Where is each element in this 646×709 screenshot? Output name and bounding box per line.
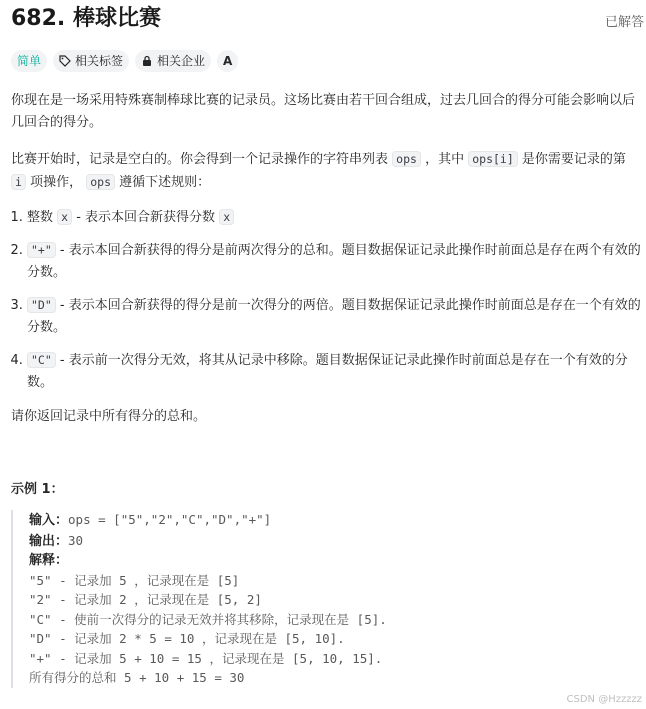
explanation-line: "+" - 记录加 5 + 10 = 15 ，记录现在是 [5, 10, 15]. (29, 650, 383, 666)
lock-icon (141, 55, 153, 67)
translate-button[interactable] (217, 50, 238, 72)
intro-paragraph: 你现在是一场采用特殊赛制棒球比赛的记录员。这场比赛由若干回合组成，过去几回合的得分可能会影响以后几回合的得分。 (11, 93, 636, 130)
rule-item: 3. "D" - 表示本回合新获得的得分是前一次得分的两倍。题目数据保证记录此操作时前面总是存在一个有效的分数。 (27, 294, 642, 339)
rules-list (11, 206, 642, 394)
return-statement: 请你返回记录中所有得分的总和。 (11, 409, 207, 424)
explanation-line: "D" - 记录加 2 * 5 = 10 ，记录现在是 [5, 10]. (29, 631, 345, 646)
inline-code: ops (392, 151, 421, 167)
watermark: CSDN @Hzzzzz (566, 694, 642, 705)
related-companies-label: 相关企业 (157, 54, 206, 68)
related-companies-button[interactable] (135, 50, 211, 72)
solved-status[interactable]: 已解答 (604, 15, 644, 30)
explanation-line: 所有得分的总和 5 + 10 + 15 = 30 (29, 670, 245, 685)
rule-item: 2. "+" - 表示本回合新获得的得分是前两次得分的总和。题目数据保证记录此操作时前面总是存在两个有效的分数。 (27, 239, 642, 284)
translate-icon: A (223, 54, 233, 68)
explanation-line: "5" - 记录加 5 ，记录现在是 [5] (29, 572, 240, 588)
explanation-line: "C" - 使前一次得分的记录无效并将其移除，记录现在是 [5]. (29, 611, 387, 627)
rule-item: 4. "C" - 表示前一次得分无效，将其从记录中移除。题目数据保证记录此操作时前面总是存在一个有效的分数。 (27, 349, 642, 394)
example-explanation-label: 解释： (29, 553, 69, 568)
example-block (11, 510, 642, 688)
example-output: 输出：30 (29, 532, 84, 549)
rules-intro: 比赛开始时，记录是空白的。你会得到一个记录操作的字符串列表 ops ，其中 ops[i] 是你需要记录的第 i 项操作， ops 遵循下述规则： (11, 152, 626, 190)
inline-code: ops[i] (468, 151, 518, 167)
explanation-line: "2" - 记录加 2 ，记录现在是 [5, 2] (29, 592, 262, 607)
inline-code: ops (86, 174, 115, 190)
example-heading: 示例 1： (11, 482, 64, 497)
related-tags-label: 相关标签 (75, 54, 124, 68)
rule-item: 1. 整数 x - 表示本回合新获得分数 x (27, 206, 642, 229)
title-row (11, 4, 646, 34)
inline-code: i (11, 174, 26, 190)
tag-bar (11, 50, 238, 72)
problem-description (11, 90, 642, 428)
tag-icon (59, 55, 71, 67)
related-tags-button[interactable] (53, 50, 129, 72)
problem-title: 682. 棒球比赛 (11, 6, 161, 31)
difficulty-tag[interactable]: 简单 (11, 50, 47, 72)
example-input: 输入：ops = ["5","2","C","D","+"] (29, 512, 272, 528)
